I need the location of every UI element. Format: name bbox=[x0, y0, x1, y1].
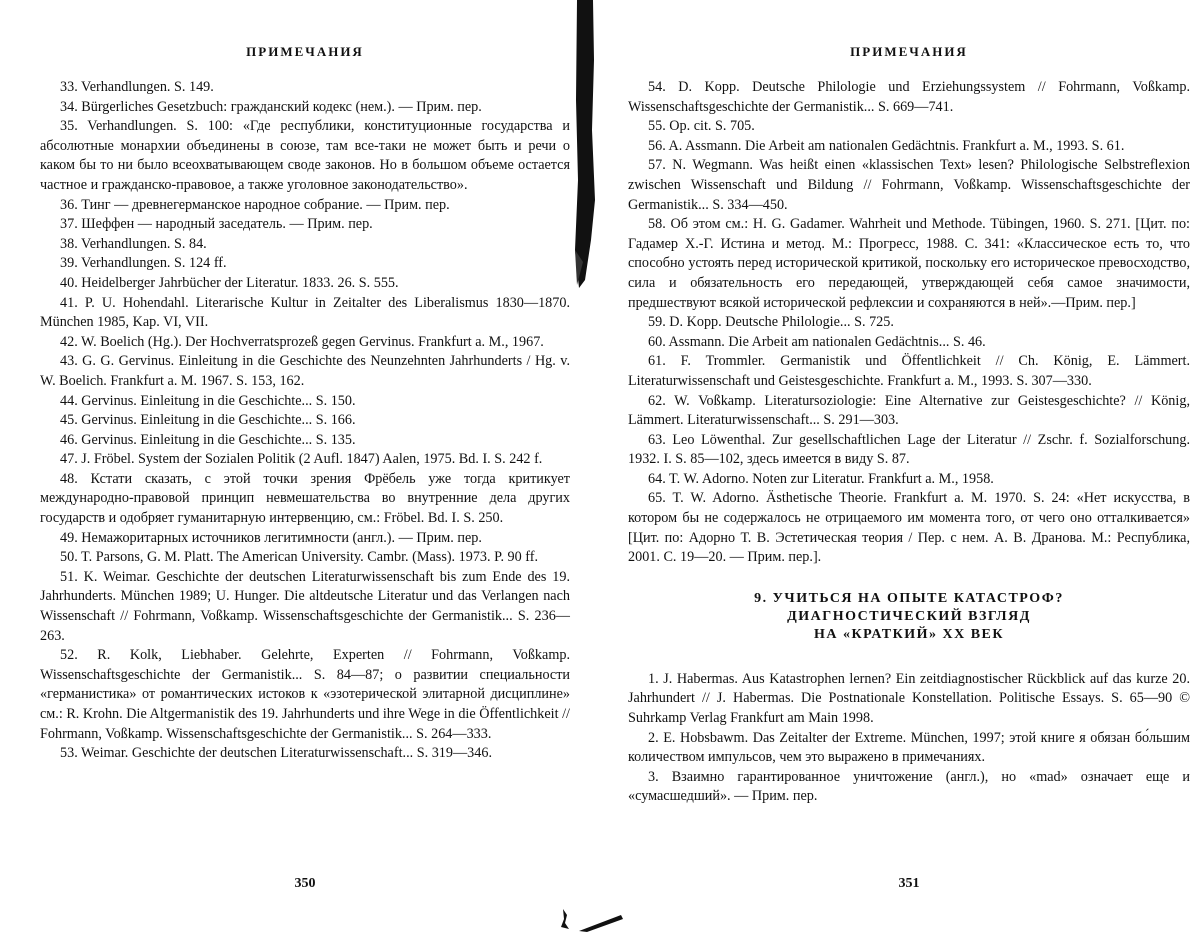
right-page bbox=[628, 0, 1190, 937]
left-page bbox=[40, 0, 570, 937]
note: 48. Кстати сказать, с этой точки зрения Фрёбель уже тогда критикует международно-правовой принцип невмешательства во внутренние дела других государств и одобряет гуманитарную интервенцию, см.: Fröbel. Bd. I. S. 250. bbox=[40, 470, 570, 527]
ornament-mark bbox=[557, 905, 627, 933]
note: 33. Verhandlungen. S. 149. bbox=[60, 79, 214, 95]
note: 64. T. W. Adorno. Noten zur Literatur. Frankfurt a. M., 1958. bbox=[648, 470, 994, 487]
chapter-note: 2. E. Hobsbawm. Das Zeitalter der Extreme. München, 1997; этой книге я обязан бо́льшим количеством импульсов, чем это выражено в примечаниях. bbox=[628, 729, 1190, 766]
note: 39. Verhandlungen. S. 124 ff. bbox=[60, 255, 227, 272]
note: 57. N. Wegmann. Was heißt einen «klassischen Text» lesen? Philologische Selbstreflexion zwischen Wissenschaft und Bildung // Fohrmann, Voßkamp. Wissenschaftsgeschichte der Germanistik... S. 334—450. bbox=[628, 157, 1190, 213]
note: 52. R. Kolk, Liebhaber. Gelehrte, Experten // Fohrmann, Voßkamp. Wissenschaftsgeschichte der Germanistik... S. 84—87; о развитии специальности «германистика» от романтических истоков к «эзотерической элитарной дисциплине» см.: R. Krohn. Die Altgermanistik des 19. Jahrhunderts und ihre Wege in die Öffentlichkeit // Fohrmann, Voßkamp. Wissenschaftsgeschichte der Germanistik... S. 264—333. bbox=[40, 647, 570, 742]
note: 63. Leo Löwenthal. Zur gesellschaftlichen Lage der Literatur // Zschr. f. Sozialforschung. 1932. I. S. 85—102, здесь имеется в виду S. 87. bbox=[628, 431, 1190, 468]
chapter-note: 1. J. Habermas. Aus Katastrophen lernen? Ein zeitdiagnostischer Rückblick auf das kurze 20. Jahrhundert // J. Habermas. Die Postnationale Konstellation. Politische Essays. S. 65—90 © Suhrkamp Verlag Frankfurt am Main 1998. bbox=[628, 670, 1190, 727]
note: 36. Тинг — древнегерманское народное собрание. — Прим. пер. bbox=[60, 196, 450, 213]
note: 41. P. U. Hohendahl. Literarische Kultur in Zeitalter des Liberalismus 1830—1870. München 1985, Kap. VI, VII. bbox=[40, 294, 570, 331]
note: 51. K. Weimar. Geschichte der deutschen Literaturwissenschaft bis zum Ende des 19. Jahrhunderts. München 1989; U. Hunger. Die altdeutsche Literatur und das Verlangen nach Wissenschaft // Fohrmann, Voßkamp. Wissenschaftsgeschichte der Germanistik... S. 236—263. bbox=[40, 568, 570, 644]
page-number: 351 bbox=[898, 876, 920, 891]
note: 55. Op. cit. S. 705. bbox=[648, 118, 755, 135]
note: 37. Шеффен — народный заседатель. — Прим. пер. bbox=[60, 216, 373, 233]
note: 45. Gervinus. Einleitung in die Geschichte... S. 166. bbox=[60, 412, 356, 429]
note: 46. Gervinus. Einleitung in die Geschichte... S. 135. bbox=[60, 431, 356, 448]
note: 60. Assmann. Die Arbeit am nationalen Gedächtnis... S. 46. bbox=[648, 333, 986, 350]
note: 53. Weimar. Geschichte der deutschen Literaturwissenschaft... S. 319—346. bbox=[60, 745, 492, 762]
note: 34. Bürgerliches Gesetzbuch: гражданский кодекс (нем.). — Прим. пер. bbox=[60, 98, 482, 115]
chapter-heading-line: ДИАГНОСТИЧЕСКИЙ ВЗГЛЯД bbox=[787, 608, 1031, 624]
chapter-heading-line: 9. УЧИТЬСЯ НА ОПЫТЕ КАТАСТРОФ? bbox=[754, 590, 1064, 606]
note: 50. T. Parsons, G. M. Platt. The American University. Cambr. (Mass). 1973. P. 90 ff. bbox=[60, 549, 539, 566]
chapter-heading-line: НА «КРАТКИЙ» XX ВЕК bbox=[813, 626, 1005, 642]
note: 35. Verhandlungen. S. 100: «Где республики, конституционные государства и абсолютные монархии объединены в союзе, там все-таки не может быть и речи о каком бы то ни было всеохватывающем своде законов. Но в большом объеме остается частное и гражданско-правовое, а также уголовное законодательство». bbox=[40, 118, 570, 193]
note: 54. D. Kopp. Deutsche Philologie und Erziehungssystem // Fohrmann, Voßkamp. Wissenschaftsgeschichte der Germanistik... S. 669—741. bbox=[628, 79, 1190, 115]
note: 38. Verhandlungen. S. 84. bbox=[60, 235, 207, 252]
note: 49. Немажоритарных источников легитимности (англ.). — Прим. пер. bbox=[60, 529, 482, 546]
note: 42. W. Boelich (Hg.). Der Hochverratsprozeß gegen Gervinus. Frankfurt a. M., 1967. bbox=[60, 333, 544, 350]
note: 43. G. G. Gervinus. Einleitung in die Geschichte des Neunzehnten Jahrhunderts / Hg. v. W. Boelich. Frankfurt a. M. 1967. S. 153, 162. bbox=[40, 353, 570, 389]
notes-list bbox=[40, 78, 570, 764]
note: 47. J. Fröbel. System der Sozialen Politik (2 Aufl. 1847) Aalen, 1975. Bd. I. S. 242 f. bbox=[60, 451, 543, 468]
running-head: ПРИМЕЧАНИЯ bbox=[850, 44, 968, 59]
note: 58. Об этом см.: H. G. Gadamer. Wahrheit und Methode. Tübingen, 1960. S. 271. [Цит. по: Гадамер Х.-Г. Истина и метод. М.: Прогресс, 1988. С. 341: «Классическое есть то, что способно устоять перед исторической критикой, поскольку его историческое превосходство, сила и обязательность его передающей, утверждающей себя самое значимости, предшествуют всякой исторической рефлексии и сохраняются в ней».—Прим. пер.] bbox=[628, 216, 1190, 311]
note: 44. Gervinus. Einleitung in die Geschichte... S. 150. bbox=[60, 392, 356, 409]
page-number: 350 bbox=[294, 876, 316, 891]
note: 40. Heidelberger Jahrbücher der Literatur. 1833. 26. S. 555. bbox=[60, 274, 399, 291]
gutter-shadow bbox=[573, 0, 615, 290]
note: 61. F. Trommler. Germanistik und Öffentlichkeit // Ch. König, E. Lämmert. Literaturwissenschaft und Geistesgeschichte. Frankfurt a. M., 1993. S. 307—330. bbox=[628, 353, 1190, 389]
note: 59. D. Kopp. Deutsche Philologie... S. 725. bbox=[648, 314, 894, 331]
running-head: ПРИМЕЧАНИЯ bbox=[246, 44, 364, 59]
notes-list bbox=[628, 78, 1190, 807]
note: 56. A. Assmann. Die Arbeit am nationalen Gedächtnis. Frankfurt a. M., 1993. S. 61. bbox=[648, 137, 1125, 154]
chapter-heading bbox=[628, 590, 1190, 644]
note: 62. W. Voßkamp. Literatursoziologie: Eine Alternative zur Geistesgeschichte? // König, Lämmert. Literaturwissenschaft... S. 291—303. bbox=[628, 392, 1190, 429]
note: 65. T. W. Adorno. Ästhetische Theorie. Frankfurt a. M. 1970. S. 24: «Нет искусства, в котором бы не содержалось не отрицаемого им момента того, от чего оно отталкивается» [Цит. по: Адорно Т. В. Эстетическая теория / Пер. с нем. А. В. Дранова. М.: Республика, 2001. С. 19—20. — Прим. пер.]. bbox=[628, 490, 1190, 566]
chapter-note: 3. Взаимно гарантированное уничтожение (англ.), но «mad» означает еще и «сумасшедший». — Прим. пер. bbox=[628, 768, 1190, 805]
